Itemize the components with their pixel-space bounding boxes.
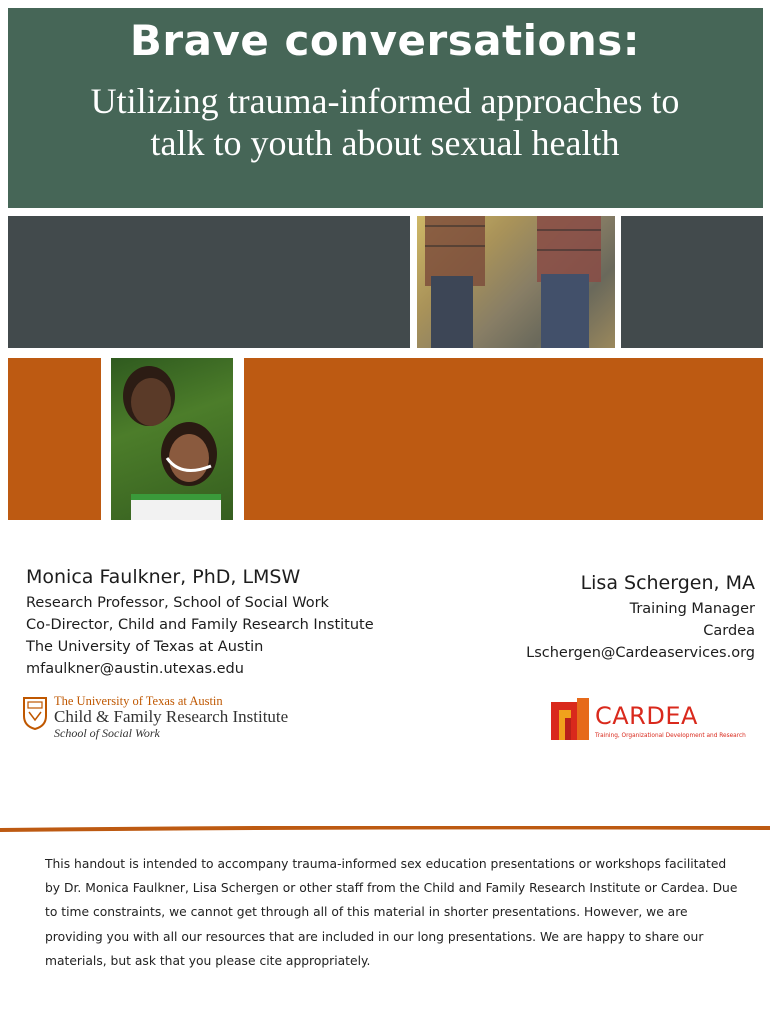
author-1-institution: The University of Texas at Austin [26, 639, 264, 655]
dark-tile-right [621, 216, 763, 348]
cardea-logo-tagline: Training, Organizational Development and Research [595, 733, 746, 739]
orange-tile-left [8, 358, 101, 520]
author-1-title: Research Professor, School of Social Work [26, 595, 329, 611]
ut-logo-line-1: The University of Texas at Austin [54, 694, 223, 708]
author-1-email[interactable]: mfaulkner@austin.utexas.edu [26, 661, 244, 677]
author-1-role: Co-Director, Child and Family Research Institute [26, 617, 374, 633]
section-divider [0, 826, 770, 832]
couple-photo [111, 358, 233, 520]
handout-note: This handout is intended to accompany trauma-informed sex education presentations or workshops facilitated by Dr. Monica Faulkner, Lisa Schergen or other staff from the Child and Family Research Institute or Cardea. Due to time constraints, we cannot get through all of this material in shorter presentations. However, we are providing you with all our resources that are included in our long presentations. We are happy to share our materials, but ask that you please cite appropriately. [45, 857, 738, 968]
subtitle-line-1: Utilizing trauma-informed approaches to [90, 81, 680, 121]
author-1-name: Monica Faulkner, PhD, LMSW [26, 566, 301, 588]
couple-photo-graphic [111, 358, 233, 520]
cardea-logo-name: CARDEA [595, 702, 698, 730]
ut-logo-line-2: Child & Family Research Institute [54, 707, 289, 726]
ut-cfri-logo [22, 694, 322, 740]
cardea-door-icon [551, 698, 591, 740]
dark-tile-left [8, 216, 410, 348]
ut-seal-icon [22, 696, 48, 730]
cardea-logo [551, 698, 761, 742]
subtitle-line-2: talk to youth about sexual health [150, 123, 620, 163]
author-2-email[interactable]: Lschergen@Cardeaservices.org [526, 645, 755, 661]
youth-photo-graphic [417, 216, 615, 348]
page-subtitle [20, 80, 750, 164]
author-2-title: Training Manager [629, 601, 755, 617]
ut-logo-line-3: School of Social Work [54, 726, 160, 740]
page-title: Brave conversations: [129, 16, 641, 65]
orange-tile-right [244, 358, 763, 520]
author-2-name: Lisa Schergen, MA [580, 572, 755, 594]
author-2-organization: Cardea [703, 623, 755, 639]
youth-photo [417, 216, 615, 348]
